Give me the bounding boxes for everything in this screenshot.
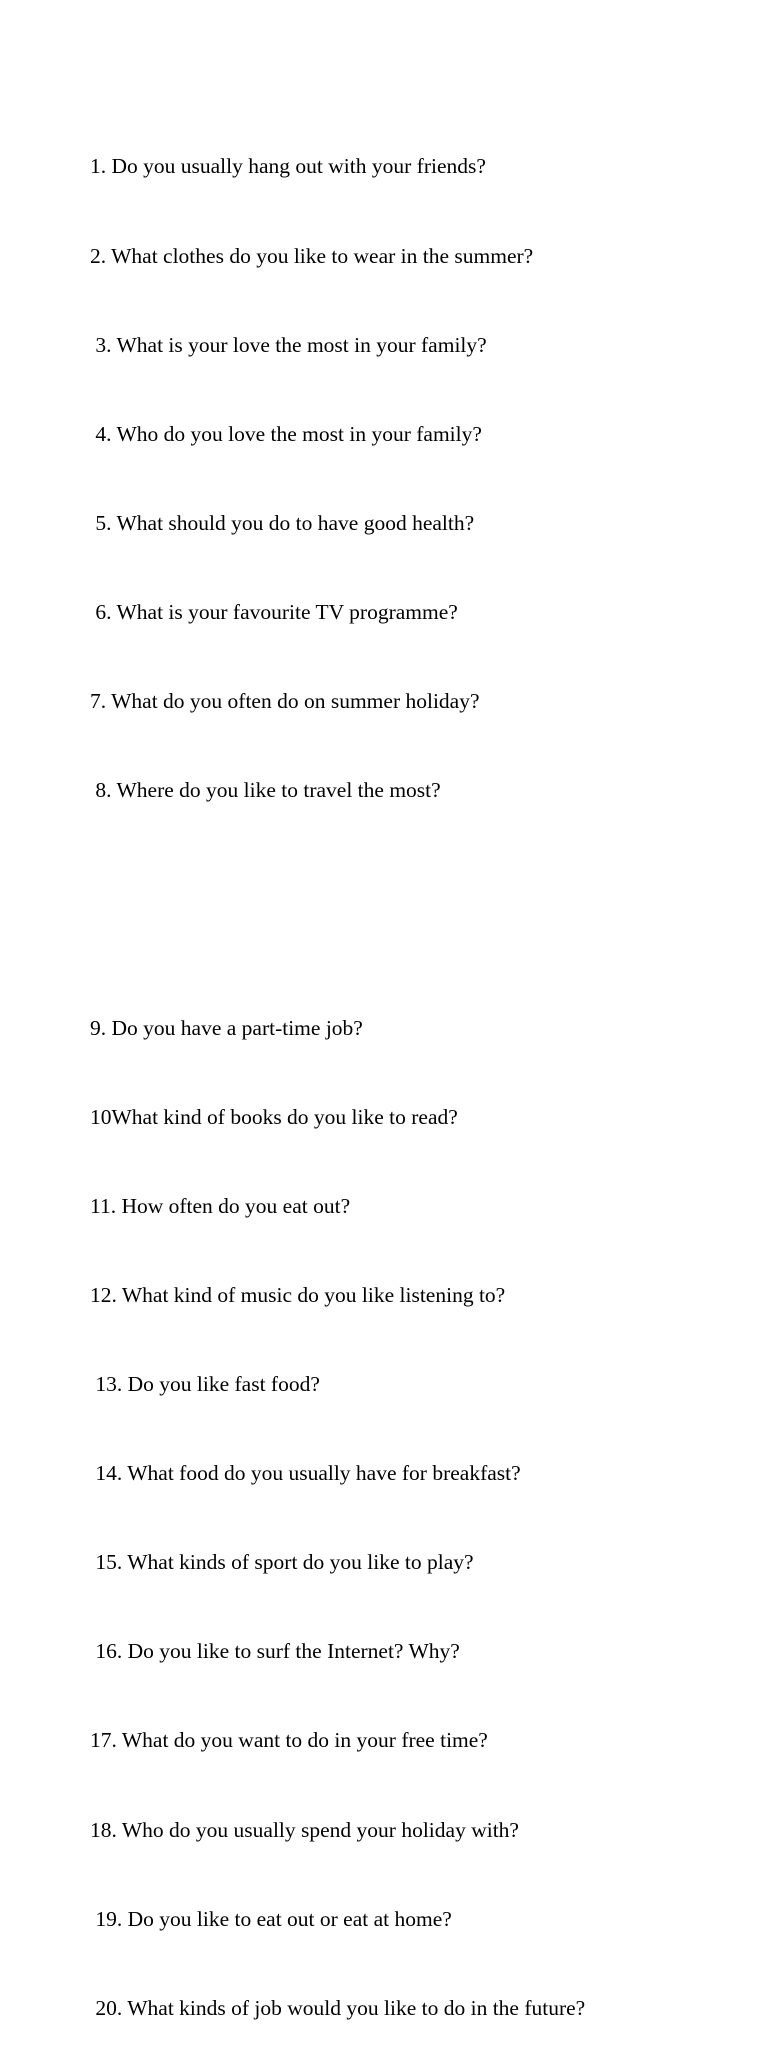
question-19: 19. Do you like to eat out or eat at home? bbox=[90, 1906, 452, 1931]
question-13: 13. Do you like fast food? bbox=[90, 1372, 320, 1397]
question-14: 14. What food do you usually have for breakfast? bbox=[90, 1461, 521, 1486]
question-18: 18. Who do you usually spend your holiday with? bbox=[90, 1817, 519, 1842]
question-1: 1. Do you usually hang out with your friends? bbox=[90, 154, 486, 179]
question-20: 20. What kinds of job would you like to do in the future? bbox=[90, 1995, 586, 2020]
question-16: 16. Do you like to surf the Internet? Why? bbox=[90, 1639, 460, 1664]
question-17: 17. What do you want to do in your free time? bbox=[90, 1728, 488, 1753]
question-10: 10What kind of books do you like to read? bbox=[90, 1104, 458, 1129]
question-15: 15. What kinds of sport do you like to play? bbox=[90, 1550, 474, 1575]
question-3: 3. What is your love the most in your family? bbox=[90, 332, 487, 357]
question-12: 12. What kind of music do you like listening to? bbox=[90, 1282, 506, 1307]
question-8: 8. Where do you like to travel the most? bbox=[90, 778, 441, 803]
question-2: 2. What clothes do you like to wear in the summer? bbox=[90, 243, 534, 268]
question-7: 7. What do you often do on summer holiday? bbox=[90, 688, 480, 713]
question-list bbox=[90, 93, 750, 2048]
question-4: 4. Who do you love the most in your family? bbox=[90, 421, 482, 446]
question-9: 9. Do you have a part-time job? bbox=[90, 1015, 363, 1040]
question-6: 6. What is your favourite TV programme? bbox=[90, 599, 458, 624]
question-11: 11. How often do you eat out? bbox=[90, 1193, 351, 1218]
paragraph-spacer bbox=[90, 895, 750, 925]
question-5: 5. What should you do to have good health? bbox=[90, 510, 475, 535]
